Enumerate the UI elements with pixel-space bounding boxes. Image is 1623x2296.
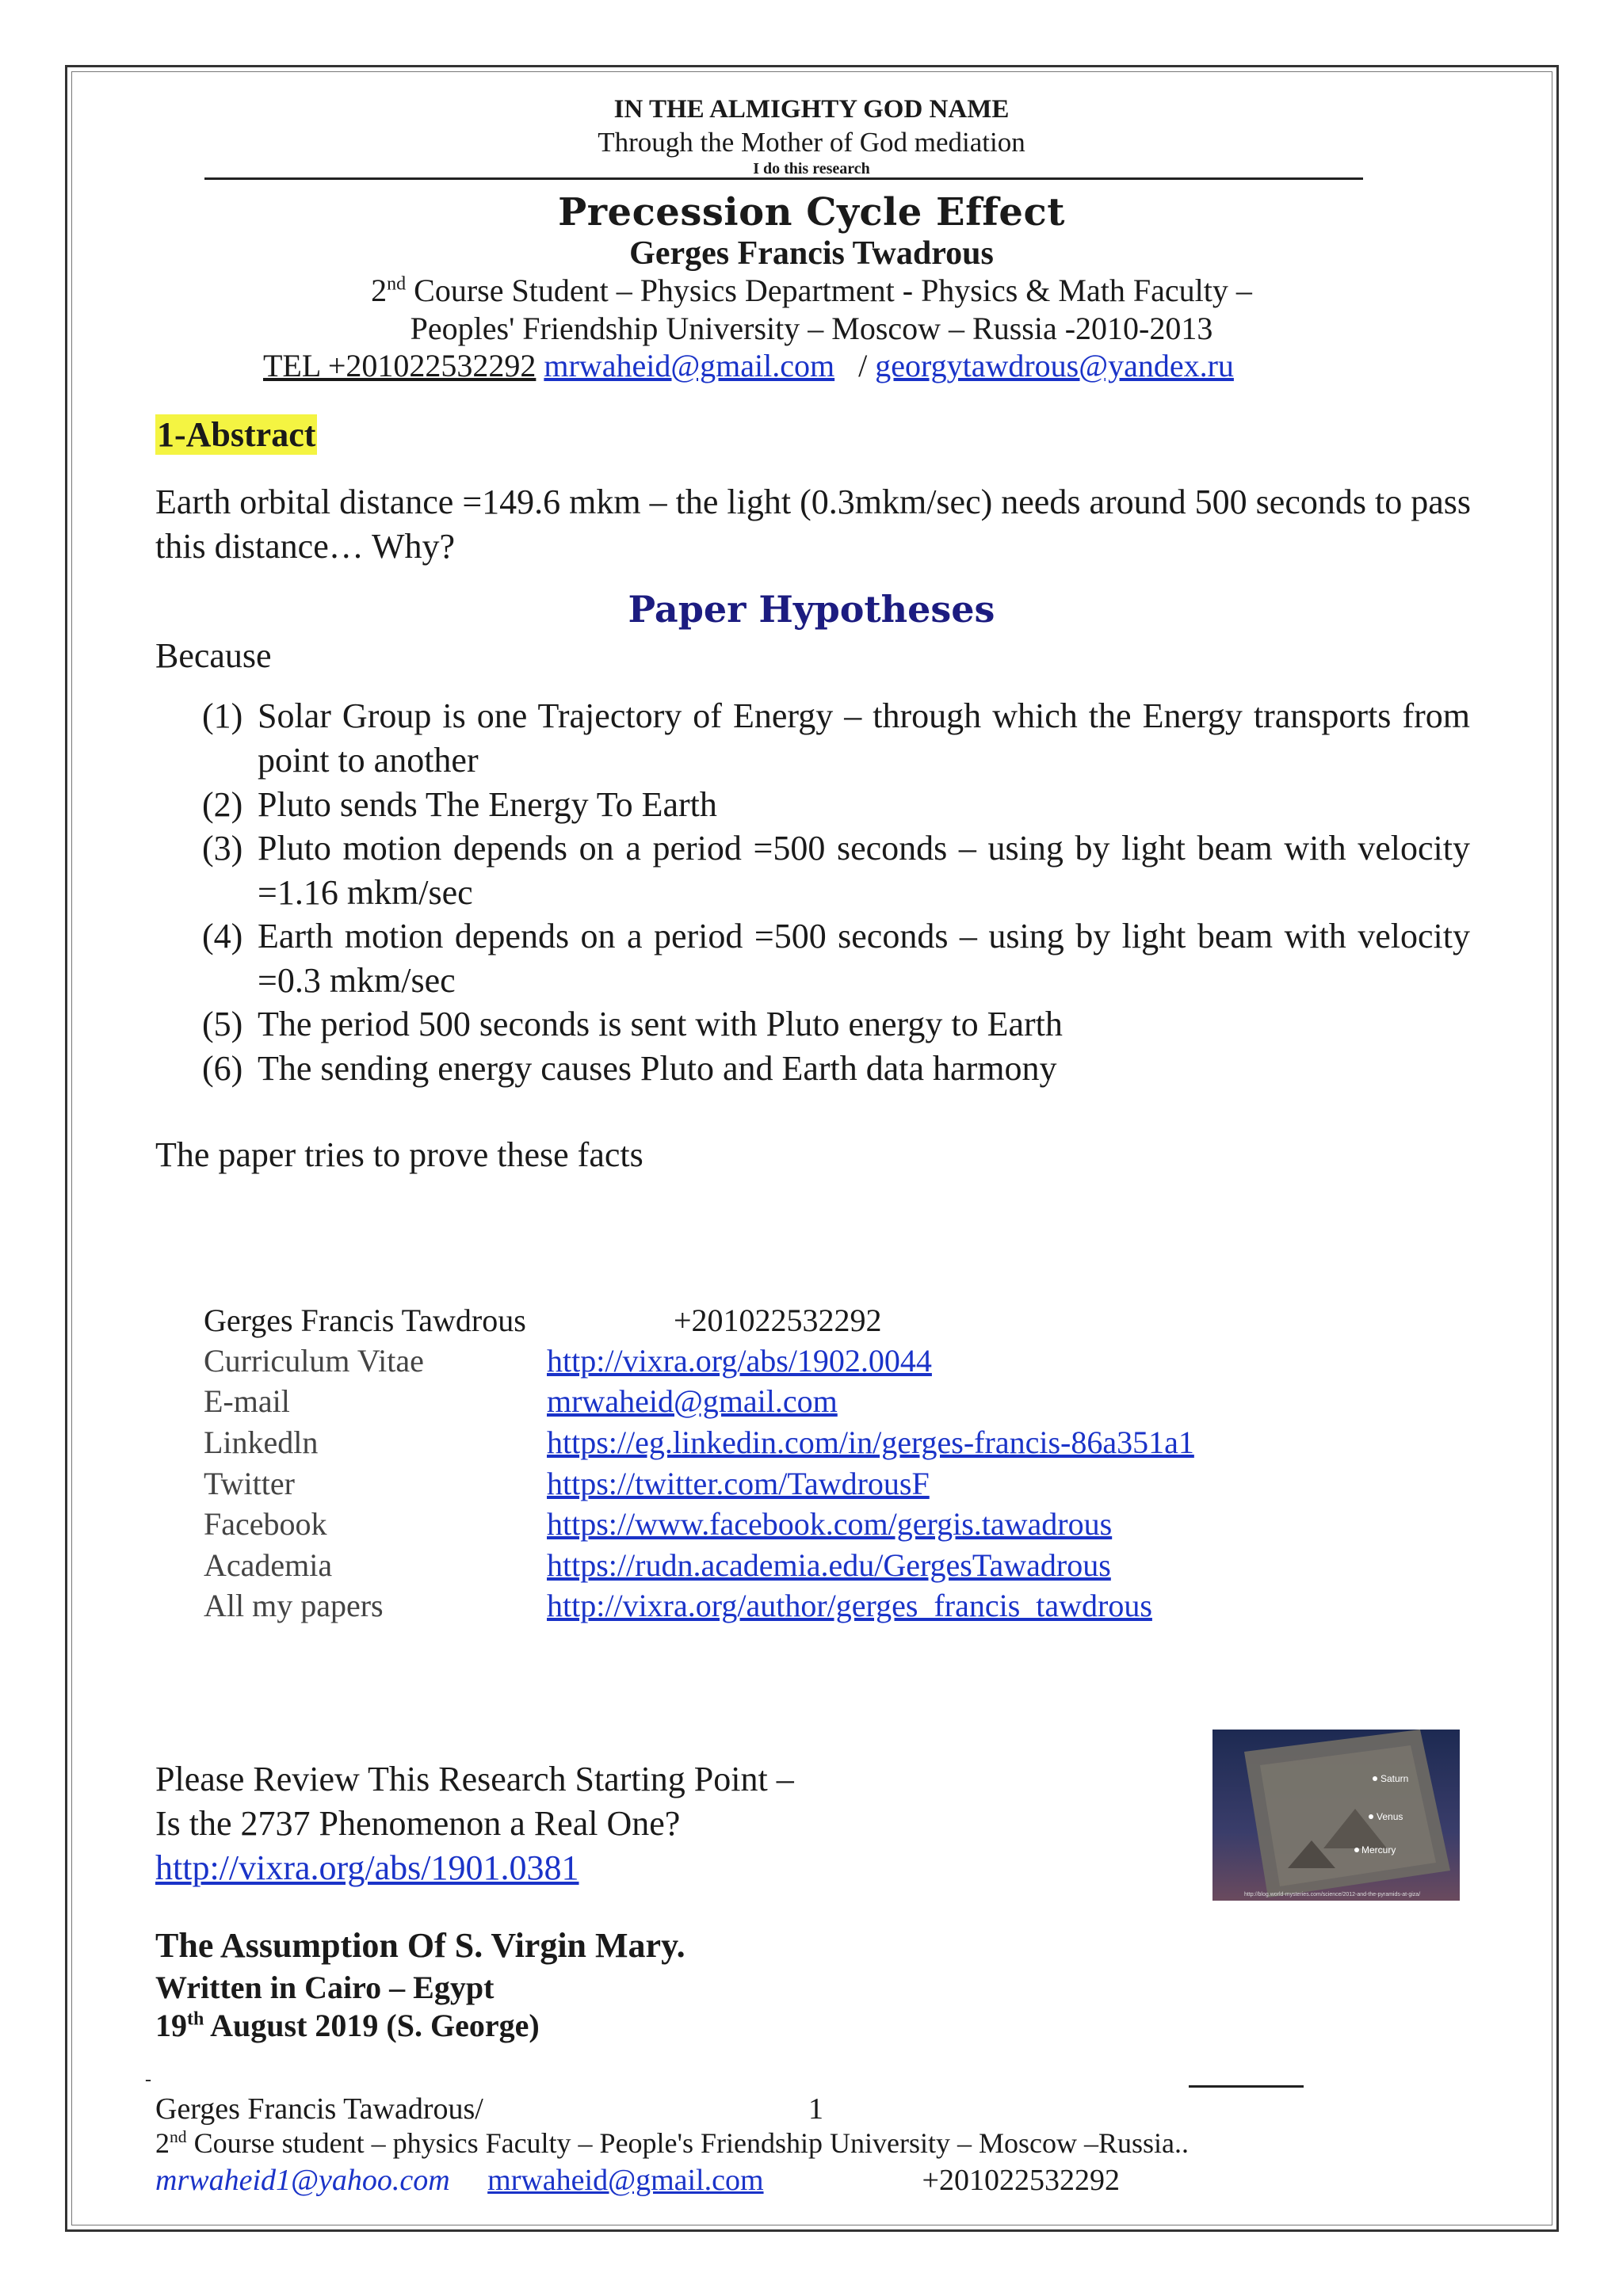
planet-label: Saturn <box>1381 1773 1409 1784</box>
card-label-email: E-mail <box>204 1383 290 1419</box>
card-link-papers[interactable]: http://vixra.org/author/gerges_francis_tawdrous <box>547 1588 1152 1623</box>
card-label-linkedin: Linkedln <box>204 1425 319 1460</box>
card-label-papers: All my papers <box>204 1588 384 1623</box>
header-line-3: I do this research <box>753 160 870 177</box>
abstract-heading: 1-Abstract <box>157 415 316 454</box>
list-item: (1) Solar Group is one Trajectory of Energy – through which the Energy transports from point to another <box>202 696 1470 780</box>
list-item: (5) The period 500 seconds is sent with Pluto energy to Earth <box>202 1005 1063 1043</box>
card-phone: +201022532292 <box>674 1302 882 1338</box>
planet-label: Mercury <box>1361 1844 1396 1855</box>
card-label-twitter: Twitter <box>204 1466 295 1501</box>
written-line: Written in Cairo – Egypt <box>155 1970 495 2005</box>
list-item: (3) Pluto motion depends on a period =500 seconds – using by light beam with velocity =1.16 mkm/sec <box>202 829 1470 912</box>
review-line-1: Please Review This Research Starting Point – <box>155 1760 794 1798</box>
card-link-academia[interactable]: https://rudn.academia.edu/GergesTawadrous <box>547 1547 1111 1583</box>
list-item: (6) The sending energy causes Pluto and Earth data harmony <box>202 1049 1057 1088</box>
card-label-academia: Academia <box>204 1547 333 1583</box>
assumption-line: The Assumption Of S. Virgin Mary. <box>155 1926 685 1965</box>
footer-contact <box>155 2163 1120 2198</box>
card-label-facebook: Facebook <box>204 1506 327 1542</box>
contact-tel: TEL +201022532292 <box>263 348 537 383</box>
contact-email-1[interactable]: mrwaheid@gmail.com <box>544 348 835 383</box>
hypotheses-intro: Because <box>155 636 272 675</box>
review-line-2: Is the 2737 Phenomenon a Real One? <box>155 1804 681 1843</box>
card-link-linkedin[interactable]: https://eg.linkedin.com/in/gerges-francis-86a351a1 <box>547 1425 1194 1460</box>
card-label-cv: Curriculum Vitae <box>204 1343 424 1379</box>
list-item: (2) Pluto sends The Energy To Earth <box>202 785 717 824</box>
footer-phone: +201022532292 <box>922 2164 1120 2197</box>
footer-affiliation: 2nd Course student – physics Faculty – People's Friendship University – Moscow –Russia.. <box>155 2127 1190 2159</box>
card-name: Gerges Francis Tawdrous <box>204 1302 526 1338</box>
card-link-twitter[interactable]: https://twitter.com/TawdrousF <box>547 1466 930 1501</box>
hypotheses-heading: Paper Hypotheses <box>628 588 995 631</box>
pyramids-planets-image <box>1212 1730 1460 1901</box>
contact-separator: / <box>858 348 868 383</box>
footer-dash: - <box>145 2069 151 2090</box>
footer-divider <box>1189 2085 1304 2088</box>
planet-label: Venus <box>1377 1811 1403 1822</box>
affiliation-line-1: 2nd Course Student – Physics Department - Physics & Math Faculty – <box>371 273 1252 308</box>
contact-line <box>263 347 1234 384</box>
header-divider <box>204 177 1363 180</box>
list-item: (4) Earth motion depends on a period =500 seconds – using by light beam with velocity =0.3 mkm/sec <box>202 917 1470 1000</box>
card-link-facebook[interactable]: https://www.facebook.com/gergis.tawadrous <box>547 1506 1113 1542</box>
contact-email-2[interactable]: georgytawdrous@yandex.ru <box>875 348 1234 383</box>
image-caption: http://blog.world-mysteries.com/science/2012-and-the-pyramids-at-giza/ <box>1244 1892 1421 1897</box>
card-link-cv[interactable]: http://vixra.org/abs/1902.0044 <box>547 1343 932 1379</box>
footer-email-italic[interactable]: mrwaheid1@yahoo.com <box>155 2164 450 2197</box>
footer-name: Gerges Francis Tawadrous/ <box>155 2092 483 2126</box>
abstract-text: Earth orbital distance =149.6 mkm – the light (0.3mkm/sec) needs around 500 seconds to pass this distance… Why? <box>155 482 1471 566</box>
page-number: 1 <box>808 2092 823 2126</box>
header-line-2: Through the Mother of God mediation <box>598 127 1025 158</box>
header-line-1: IN THE ALMIGHTY GOD NAME <box>613 95 1010 124</box>
affiliation-line-2: Peoples' Friendship University – Moscow – Russia -2010-2013 <box>410 311 1213 346</box>
card-link-email[interactable]: mrwaheid@gmail.com <box>547 1383 838 1419</box>
review-link[interactable]: http://vixra.org/abs/1901.0381 <box>155 1848 579 1887</box>
hypotheses-closing: The paper tries to prove these facts <box>155 1135 643 1174</box>
paper-author: Gerges Francis Twadrous <box>629 235 994 272</box>
date-line: 19th August 2019 (S. George) <box>155 2008 540 2043</box>
sky-photo-icon <box>1212 1730 1460 1901</box>
footer-email[interactable]: mrwaheid@gmail.com <box>487 2164 764 2197</box>
paper-title: Precession Cycle Effect <box>558 190 1065 235</box>
